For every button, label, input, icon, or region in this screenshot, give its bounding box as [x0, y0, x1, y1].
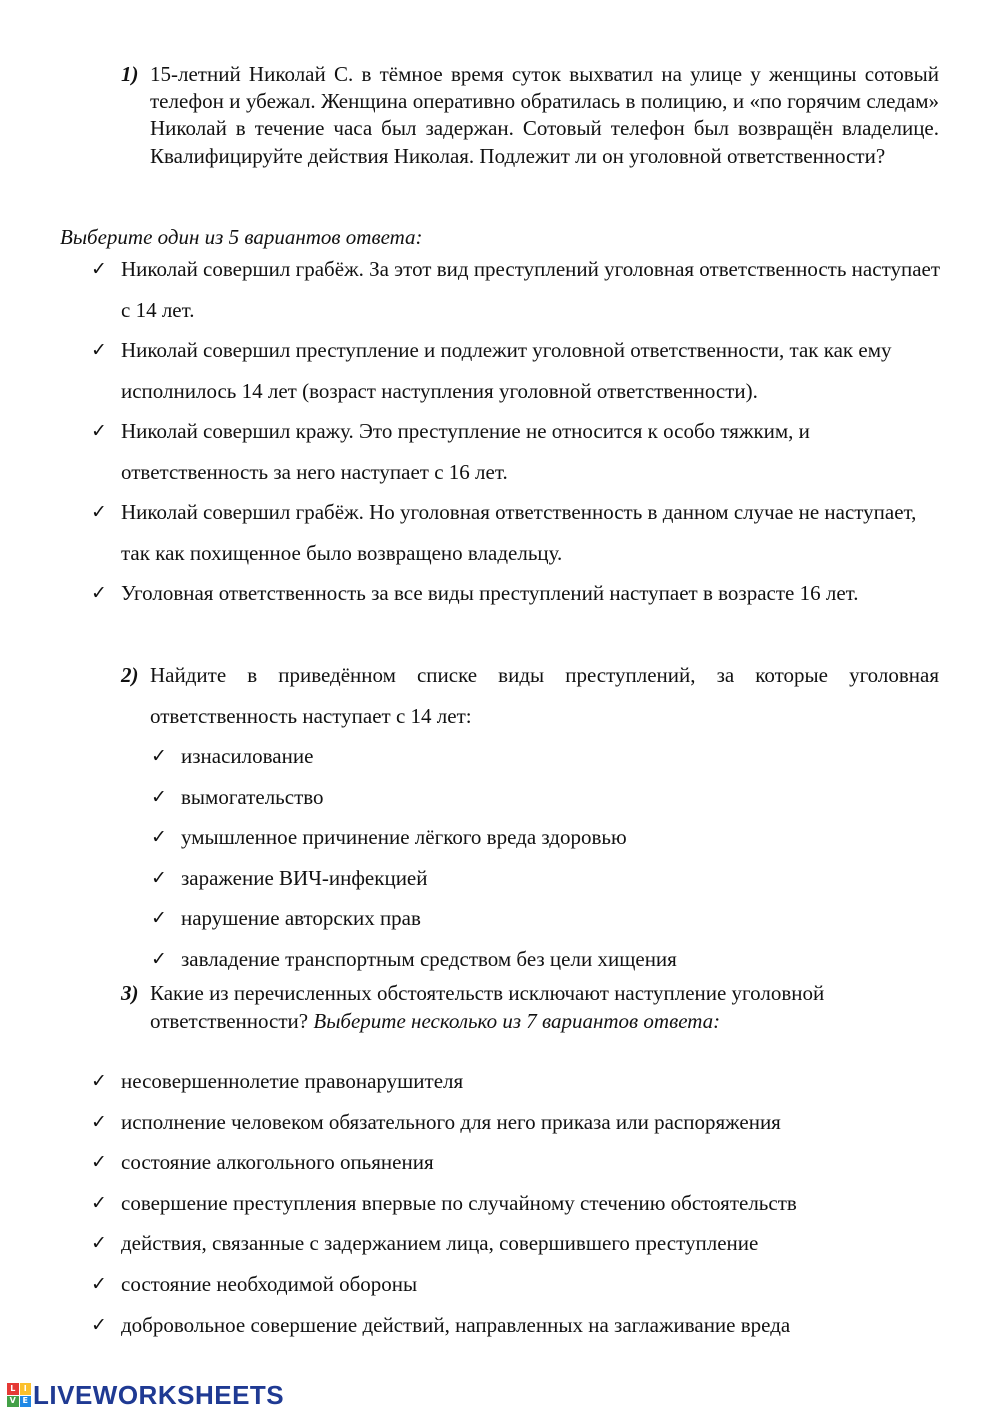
answer-option[interactable] [91, 411, 941, 492]
answer-list-3 [91, 1061, 951, 1345]
check-icon: ✓ [91, 420, 107, 442]
check-icon: ✓ [91, 258, 107, 280]
answer-option[interactable] [151, 939, 931, 980]
check-icon: ✓ [151, 826, 167, 848]
check-icon: ✓ [151, 866, 167, 889]
answer-option-text: заражение ВИЧ-инфекцией [181, 865, 428, 890]
answer-option-text: добровольное совершение действий, направленных на заглаживание вреда [121, 1312, 791, 1337]
question-3-text: Какие из перечисленных обстоятельств исключают наступление уголовной ответственности? [150, 981, 825, 1033]
question-1-number: 1) [121, 62, 139, 86]
answer-option-text: Николай совершил кражу. Это преступление не относится к особо тяжким, и ответственность за него наступает с 16 лет. [121, 419, 810, 484]
answer-option-text: состояние необходимой обороны [121, 1271, 418, 1296]
check-icon: ✓ [91, 1191, 107, 1214]
logo-icon [7, 1383, 31, 1407]
answer-option[interactable] [91, 249, 941, 330]
check-icon: ✓ [151, 907, 167, 929]
answer-option-text: Уголовная ответственность за все виды преступлений наступает в возрасте 16 лет. [121, 581, 859, 605]
answer-option[interactable] [91, 573, 941, 614]
question-2-number: 2) [121, 663, 139, 687]
answer-option[interactable] [91, 1142, 951, 1183]
answer-option[interactable] [91, 1223, 951, 1264]
check-icon: ✓ [91, 339, 107, 361]
answer-option[interactable] [151, 777, 931, 818]
check-icon: ✓ [91, 1313, 107, 1336]
answer-option-text: вымогательство [181, 784, 324, 809]
question-2 [121, 655, 939, 736]
check-icon: ✓ [91, 1070, 107, 1092]
answer-option-text: завладение транспортным средством без цели хищения [181, 946, 677, 971]
answer-option-text: умышленное причинение лёгкого вреда здоровью [181, 825, 627, 849]
answer-option-text: нарушение авторских прав [181, 906, 421, 930]
answer-option-text: изнасилование [181, 744, 314, 768]
question-3-text-block [150, 980, 939, 1035]
check-icon: ✓ [91, 1232, 107, 1255]
check-icon: ✓ [91, 1110, 107, 1133]
liveworksheets-logo [7, 1380, 284, 1410]
check-icon: ✓ [91, 1272, 107, 1295]
logo-square: I [20, 1383, 32, 1395]
answer-option[interactable] [91, 1183, 951, 1224]
logo-square: V [7, 1396, 19, 1408]
question-1-instruction: Выберите один из 5 вариантов ответа: [60, 225, 423, 249]
question-1 [121, 61, 939, 170]
logo-square: L [7, 1383, 19, 1395]
question-1-text: 15-летний Николай С. в тёмное время суток выхватил на улице у женщины сотовый телефон и убежал. Женщина оперативно обратилась в полицию, и «по горячим следам» Николай в течение часа был задержан. Сотовый телефон был возвращён владелице. Квалифицируйте действия Николая. Подлежит ли он уголовной ответственности? [150, 62, 939, 168]
answer-option[interactable] [91, 492, 941, 573]
answer-list-2 [151, 736, 931, 979]
answer-option-text: Николай совершил преступление и подлежит уголовной ответственности, так как ему исполнилось 14 лет (возраст наступления уголовной ответственности). [121, 338, 892, 403]
answer-option[interactable] [91, 1305, 951, 1346]
answer-option-text: действия, связанные с задержанием лица, совершившего преступление [121, 1231, 759, 1256]
question-3-instruction: Выберите несколько из 7 вариантов ответа: [313, 1008, 721, 1033]
answer-option[interactable] [91, 330, 941, 411]
answer-option[interactable] [151, 898, 931, 939]
answer-option-text: Николай совершил грабёж. За этот вид преступлений уголовная ответственность наступает с 14 лет. [121, 257, 941, 322]
answer-list-1 [91, 249, 941, 614]
answer-option[interactable] [91, 1102, 951, 1143]
logo-text: LIVEWORKSHEETS [33, 1379, 285, 1410]
answer-option-text: несовершеннолетие правонарушителя [121, 1069, 464, 1093]
check-icon: ✓ [91, 1151, 107, 1174]
answer-option-text: совершение преступления впервые по случайному стечению обстоятельств [121, 1190, 797, 1215]
answer-option[interactable] [151, 858, 931, 899]
answer-option-text: Николай совершил грабёж. Но уголовная ответственность в данном случае не наступает, так как похищенное было возвращено владельцу. [121, 500, 917, 565]
answer-option-text: исполнение человеком обязательного для него приказа или распоряжения [121, 1109, 781, 1134]
question-3 [121, 980, 939, 1035]
logo-square: E [20, 1396, 32, 1408]
answer-option[interactable] [151, 817, 931, 858]
check-icon: ✓ [151, 947, 167, 970]
answer-option-text: состояние алкогольного опьянения [121, 1150, 434, 1175]
check-icon: ✓ [91, 501, 107, 523]
answer-option[interactable] [91, 1061, 951, 1102]
check-icon: ✓ [151, 785, 167, 808]
check-icon: ✓ [91, 582, 107, 604]
question-3-number: 3) [121, 981, 139, 1005]
question-2-text: Найдите в приведённом списке виды преступлений, за которые уголовная ответственность наступает с 14 лет: [150, 663, 939, 728]
answer-option[interactable] [91, 1264, 951, 1305]
check-icon: ✓ [151, 745, 167, 767]
answer-option[interactable] [151, 736, 931, 777]
